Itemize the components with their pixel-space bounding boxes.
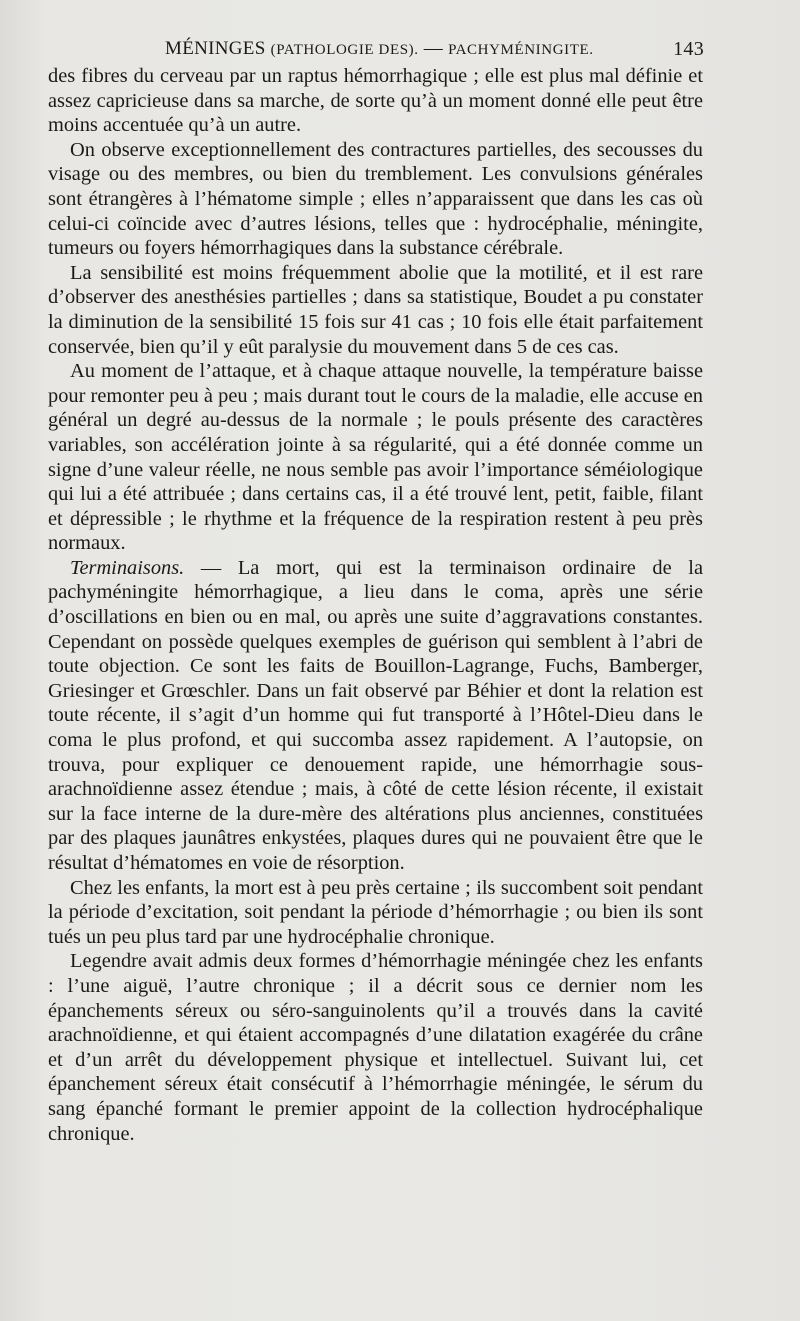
paragraph: Legendre avait admis deux formes d’hémorrhagie méningée chez les enfants : l’une aiguë, l’autre chronique ; il a décrit sous ce dernier nom les épanchements séreux ou séro-sanguinolents qu’il a trouvés dans la cavité arachnoïdienne, et qui étaient accompagnés d’une dilatation exagérée du crâne et d’un arrêt du développement physique et intellectuel. Suivant lui, cet épanchement séreux était consécutif à l’hémorrhagie méningée, le sérum du sang épanché formant le premier appoint de la collection hydrocéphalique chronique.: [48, 950, 703, 1145]
paragraph: On observe exceptionnellement des contractures partielles, des secousses du visage ou des membres, ou bien du tremblement. Les convulsions générales sont étrangères à l’hématome simple ; elles n’apparaissent que dans les cas où celui-ci coïncide avec d’autres lésions, telles que : hydrocéphalie, méningite, tumeurs ou foyers hémorrhagiques dans la substance cérébrale.: [48, 138, 703, 260]
header-title-main: MÉNINGES: [165, 38, 266, 59]
paragraph: La sensibilité est moins fréquemment abolie que la motilité, et il est rare d’observer des anesthésies partielles ; dans sa statistique, Boudet a pu constater la diminution de la sensibilité 15 fois sur 41 cas ; 10 fois elle était parfaitement conservée, bien qu’il y eût paralysie du mouvement dans 5 de ces cas.: [48, 261, 703, 358]
body-text: [48, 64, 703, 1146]
header-title-paren: (PATHOLOGIE DES).: [270, 42, 419, 58]
paragraph: Chez les enfants, la mort est à peu près certaine ; ils succombent soit pendant la période d’excitation, soit pendant la période d’hémorrhagie ; ou bien ils sont tués un peu plus tard par une hydrocéphalie chronique.: [48, 876, 703, 948]
running-header: [48, 38, 704, 60]
section-heading-italic: Terminaisons.: [70, 556, 185, 579]
header-title-sub: PACHYMÉNINGITE.: [448, 42, 594, 58]
page-number: 143: [673, 38, 704, 60]
running-title: [165, 38, 594, 60]
paragraph: des fibres du cerveau par un raptus hémorrhagique ; elle est plus mal définie et assez capricieuse dans sa marche, de sorte qu’à un moment donné elle peut être moins accentuée qu’à un autre.: [48, 65, 703, 137]
header-title-dash: —: [423, 38, 443, 59]
paragraph-text: — La mort, qui est la terminaison ordinaire de la pachyméningite hémorrhagique, a lieu dans le coma, après une série d’oscillations en bien ou en mal, ou après une suite d’aggravations constantes. Cependant on possède quelques exemples de guérison qui semblent à l’abri de toute objection. Ce sont les faits de Bouillon-Lagrange, Fuchs, Bamberger, Griesinger et Grœschler. Dans un fait observé par Béhier et dont la relation est toute récente, il s’agit d’un homme qui fut transporté à l’Hôtel-Dieu dans le coma le plus profond, et qui succomba assez rapidement. A l’autopsie, on trouva, pour expliquer ce denouement rapide, une hémorrhagie sous-arachnoïdienne assez étendue ; mais, à côté de cette lésion récente, il existait sur la face interne de la dure-mère des altérations plus anciennes, constituées par des plaques jaunâtres enkystées, plaques dures qui ne pouvaient être que le résultat d’hématomes en voie de résorption.: [48, 556, 703, 874]
paragraph: Au moment de l’attaque, et à chaque attaque nouvelle, la température baisse pour remonter peu à peu ; mais durant tout le cours de la maladie, elle accuse en général un degré au-dessus de la normale ; le pouls présente des caractères variables, son accélération jointe à sa régularité, qui a été donnée comme un signe d’une valeur réelle, ne nous semble pas avoir l’importance séméiologique qui lui a été attribuée ; dans certains cas, il a été trouvé lent, petit, faible, filant et dépressible ; le rhythme et la fréquence de la respiration restent à peu près normaux.: [48, 360, 703, 555]
paragraph-terminaisons: [48, 556, 703, 876]
